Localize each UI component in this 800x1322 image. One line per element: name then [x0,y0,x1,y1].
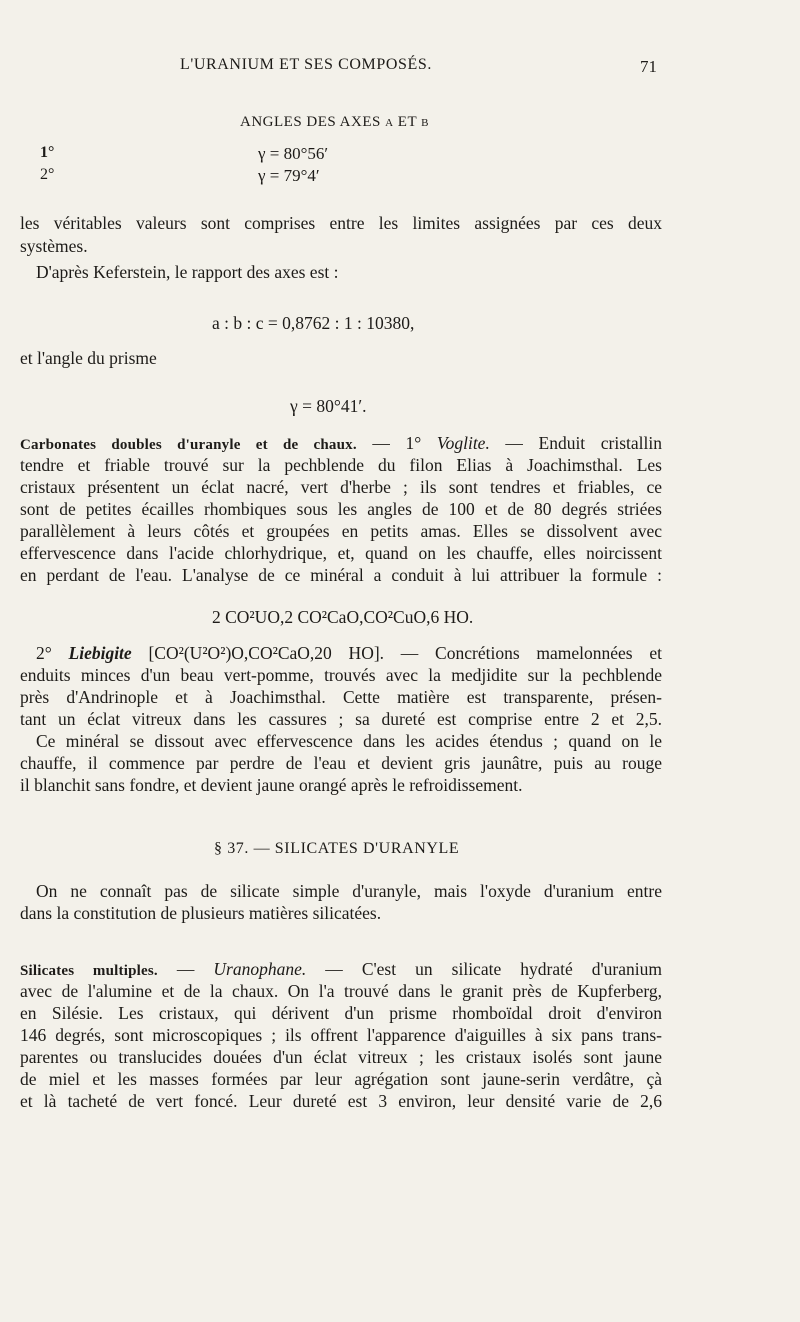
formula-voglite: 2 CO²UO,2 CO²CaO,CO²CuO,6 HO. [212,607,474,627]
paragraph-line: effervescence dans l'acide chlorhydrique, et, quand on les chauffe, elles noircissent [20,543,662,563]
paragraph-line: chauffe, il commence par perdre de l'eau et devient gris jaunâtre, puis au rouge [20,753,662,773]
paragraph-line: dans la constitution de plusieurs matières silicatées. [20,903,382,923]
axis-ratio: a : b : c = 0,8762 : 1 : 10380, [212,313,415,333]
section-heading-silicates: Silicates multiples. [20,963,158,979]
axes-row-label-2: 2° [40,166,55,183]
line-text: — C'est un silicate hydraté d'uranium [306,959,662,979]
paragraph-line: Ce minéral se dissout avec effervescence dans les acides étendus ; quand on le [36,731,662,751]
item-number: 2° [36,643,69,663]
paragraph-line: cristaux présentent un éclat nacré, vert d'herbe ; ils sont tendres et friables, ce [20,477,662,497]
paragraph-line: enduits minces d'un beau vert-pomme, trouvés avec la medjidite sur la pechblende [20,665,662,685]
paragraph-line: et l'angle du prisme [20,348,157,368]
paragraph-line: il blanchit sans fondre, et devient jaune orangé après le refroidissement. [20,775,523,795]
prism-angle: γ = 80°41′. [290,396,367,416]
axes-row-value-2: γ = 79°4′ [258,166,320,185]
paragraph-line: systèmes. [20,236,88,256]
paragraph-line: parentes ou translucides douées d'un éclat vitreux ; les cristaux isolés sont jaune [20,1047,662,1067]
paragraph-line [20,958,662,982]
paragraph-line: parallèlement à leurs côtés et groupées en petits amas. Elles se dissolvent avec [20,521,662,541]
paragraph-line: et là tacheté de vert foncé. Leur dureté est 3 environ, leur densité varie de 2,6 [20,1091,662,1111]
paragraph-line [36,642,662,664]
paragraph-line: en Silésie. Les cristaux, qui dérivent d'un prisme rhomboïdal droit d'environ [20,1003,662,1023]
section-heading-carbonates: Carbonates doubles d'uranyle et de chaux. [20,437,357,453]
axes-title: ANGLES DES AXES a ET b [240,114,429,130]
axes-row-label-1: 1° [40,144,55,161]
axes-row-value-1: γ = 80°56′ [258,144,329,163]
paragraph-line: de miel et les masses formées par leur agrégation sont jaune-serin verdâtre, çà [20,1069,662,1089]
page-number: 71 [640,57,657,76]
dash: — 1° [356,433,437,453]
line-text: [CO²(U²O²)O,CO²CaO,20 HO]. — Concrétions mamelonnées et [131,643,662,663]
paragraph-line: en perdant de l'eau. L'analyse de ce minéral a conduit à lui attribuer la formule : [20,565,662,585]
dash: — [157,959,214,979]
paragraph-line: les véritables valeurs sont comprises entre les limites assignées par ces deux [20,213,662,233]
paragraph-line: tant un éclat vitreux dans les cassures ; sa dureté est comprise entre 2 et 2,5. [20,709,662,729]
mineral-name-liebigite: Liebigite [68,643,132,663]
section-heading-37: § 37. — SILICATES D'URANYLE [214,840,460,857]
paragraph-line: On ne connaît pas de silicate simple d'uranyle, mais l'oxyde d'uranium entre [36,881,662,901]
paragraph-line: tendre et friable trouvé sur la pechblende du filon Elias à Joachimsthal. Les [20,455,662,475]
running-title: L'URANIUM ET SES COMPOSÉS. [180,56,433,73]
paragraph-line [20,432,662,456]
paragraph-line: 146 degrés, sont microscopiques ; ils offrent l'apparence d'aiguilles à six pans trans- [20,1025,662,1045]
paragraph-line: sont de petites écailles rhombiques sous les angles de 100 et de 80 degrés striées [20,499,662,519]
line-text: — Enduit cristallin [489,433,662,453]
paragraph-line: près d'Andrinople et à Joachimsthal. Cette matière est transparente, présen- [20,687,662,707]
mineral-name-uranophane: Uranophane. [213,959,307,979]
paragraph-line: avec de l'alumine et de la chaux. On l'a trouvé dans le granit près de Kupferberg, [20,981,662,1001]
mineral-name-voglite: Voglite. [436,433,490,453]
paragraph-line: D'après Keferstein, le rapport des axes est : [36,262,339,282]
